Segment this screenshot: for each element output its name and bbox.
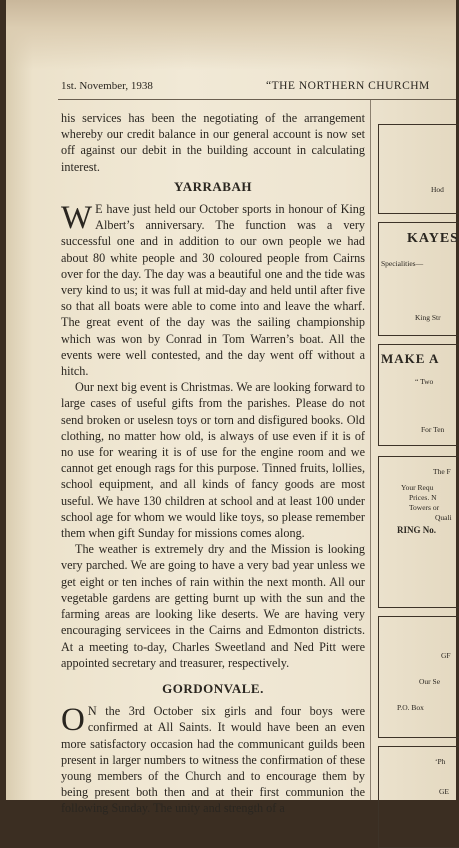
header-rule xyxy=(58,99,456,100)
advertisement-box xyxy=(378,124,459,214)
main-column xyxy=(61,110,365,816)
ad-text: Our Se xyxy=(419,677,441,686)
ad-text: P.O. Box xyxy=(397,703,424,712)
ad-text: ‘Ph xyxy=(435,757,446,766)
yarrabah-paragraph-1 xyxy=(61,201,365,379)
yarrabah-paragraph-3: The weather is extremely dry and the Mission is looking very parched. We are going to have a very bad year unless we get eight or ten inches of rain within the next month. All our vegetable gardens are getting burnt up with the sun and the farming areas are looking like deserts. We are having very encouraging servicees in the Cairns and Edmonton districts. At a meeting to-day, Charles Sweetland and Ned Pitt were appointed secretary and treasurer, respectively. xyxy=(61,542,365,670)
ad-text: Hod xyxy=(431,185,444,194)
paragraph-text: N the 3rd October six girls and four boys were confirmed at All Saints. It would have been an even more satisfactory occasion had the communicant guilds been present in larger numbers to witness the confirmation of these young members of the Church and to encourage them by being present both then and at their first communion the following Sunday. The unity and strength of a xyxy=(61,704,365,816)
advertisement-box xyxy=(378,222,459,336)
section-heading-yarrabah: YARRABAH xyxy=(174,178,252,194)
publication-title: “THE NORTHERN CHURCHM xyxy=(266,80,430,92)
ad-text: GE xyxy=(439,787,449,796)
page-header xyxy=(61,80,456,96)
ad-text: The F xyxy=(433,467,451,476)
ad-text: Towers or xyxy=(409,503,440,512)
lead-paragraph: his services has been the negotiating of the arrangement whereby our credit balance in our general account is now set off against our debit in the building account in calculating interest. xyxy=(61,111,365,174)
ad-text: “ Two xyxy=(415,377,434,386)
advertisement-box xyxy=(378,344,459,446)
ad-title: MAKE A xyxy=(381,351,440,366)
advertisement-box xyxy=(378,456,459,608)
issue-date: 1st. November, 1938 xyxy=(61,80,153,92)
ad-text: Prices. N xyxy=(409,493,437,502)
ad-text: King Str xyxy=(415,313,441,322)
page-top-shadow xyxy=(6,0,456,70)
ad-text: GF xyxy=(441,651,451,660)
ad-text: Quali xyxy=(435,513,452,522)
drop-cap: W xyxy=(61,200,93,237)
newspaper-page xyxy=(6,0,459,816)
ad-text: RING No. xyxy=(397,525,437,535)
section-heading-gordonvale: GORDONVALE. xyxy=(162,680,264,696)
drop-cap: O xyxy=(61,702,85,739)
gordonvale-paragraph-1 xyxy=(61,703,365,816)
advertisement-box xyxy=(378,746,459,848)
ad-text: Specialities— xyxy=(381,259,424,268)
ad-text: Your Requ xyxy=(401,483,434,492)
yarrabah-paragraph-2: Our next big event is Christmas. We are looking forward to large cases of useful gifts from the parishes. Please do not send broken or uselesn toys or torn and disfigured books. Old clothing, no matter how old, is always of use even if it is of no use for wearing it is of use for the engine room and we cannot get enough rags for this purpose. Tinned fruits, lollies, school equipment, and all kinds of fancy goods are most useful. We have 130 children at school and at least 100 under school age for whom we would like toys, so please remember them when gift Sunday for missions comes along. xyxy=(61,380,365,541)
column-divider xyxy=(370,100,371,800)
paragraph-text: E have just held our October sports in honour of King Albert’s anniversary. The function was a very successful one and in addition to our own people we had about 80 white people and 30 coloured people from Cairns over for the day. The day was a beautiful one and the tide was very kind to us; it was full at mid-day and held until after five so that all boats were able to come into and leave the wharf. The great event of the day was the sailing championship which was won by Conrad in Tom Warren’s boat. All the events were well contested, and the day went off without a hitch. xyxy=(61,202,365,379)
advertisement-column xyxy=(378,110,459,800)
advertisement-box xyxy=(378,616,459,738)
ad-title: KAYES xyxy=(407,231,459,246)
ad-text: For Ten xyxy=(421,425,445,434)
